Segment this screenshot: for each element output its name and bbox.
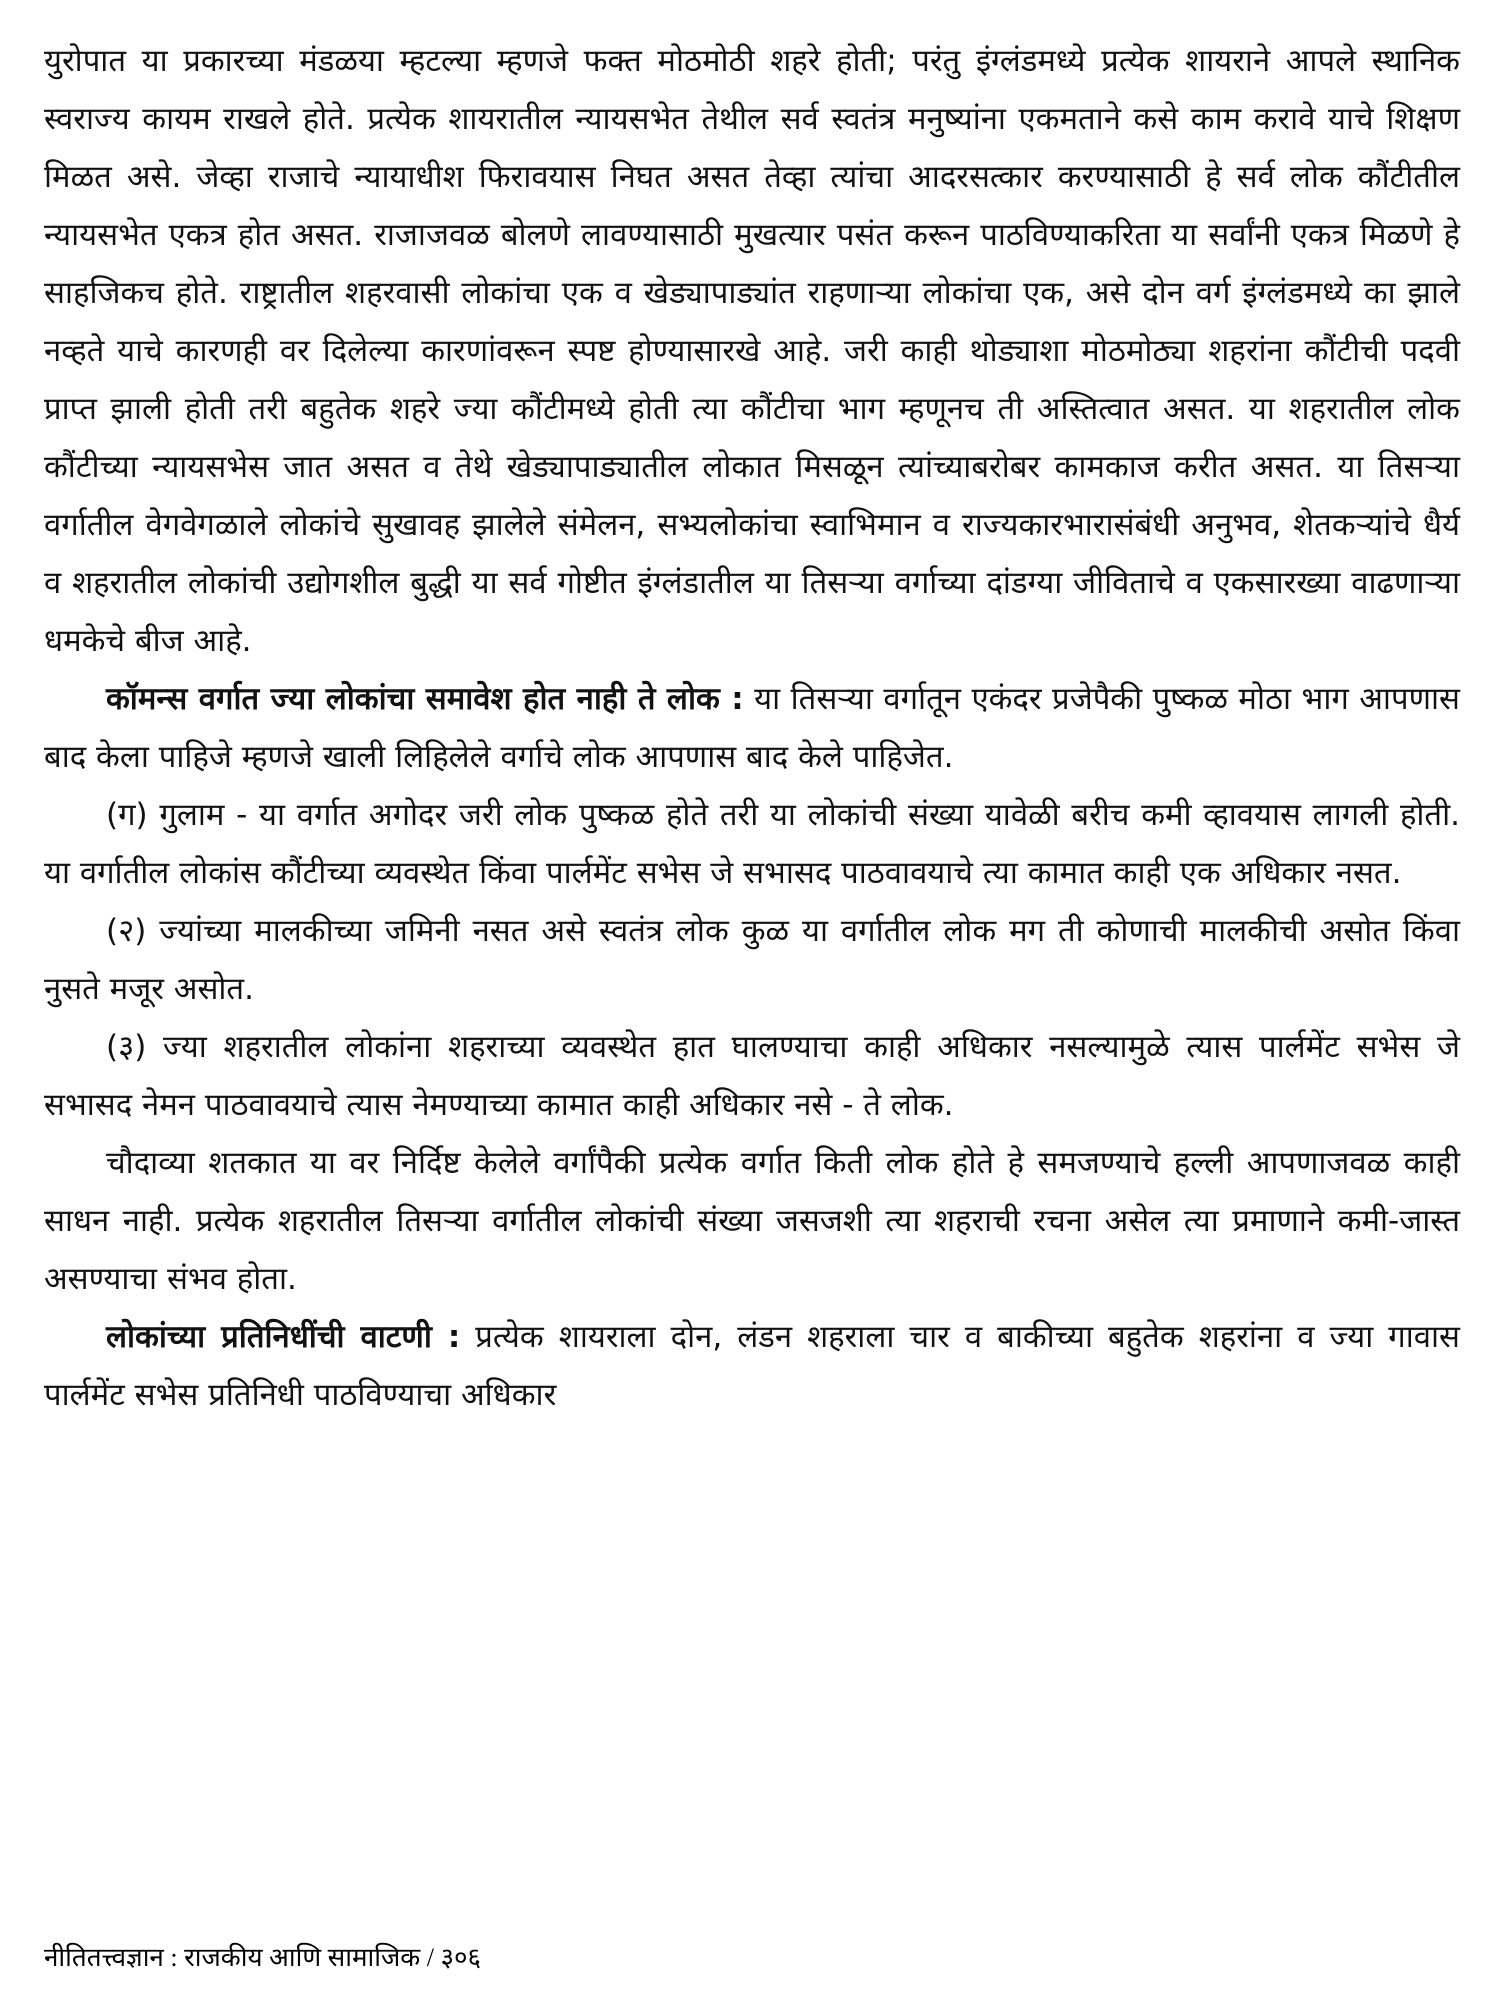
page-footer	[44, 1938, 481, 1978]
section-heading-commons: कॉमन्स वर्गात ज्या लोकांचा समावेश होत नाही ते लोक :	[106, 681, 744, 717]
paragraph-representatives-text: प्रत्येक शायराला दोन, लंडन शहराला चार व बाकीच्या बहुतेक शहरांना व ज्या गावास पार्लमेंट सभेस प्रतिनिधी पाठविण्याचा अधिकार	[44, 1319, 1460, 1413]
list-item-townsfolk: (३) ज्या शहरातील लोकांना शहराच्या व्यवस्थेत हात घालण्याचा काही अधिकार नसल्यामुळे त्यास पार्लमेंट सभेस जे सभासद नेमन पाठवावयाचे त्यास नेमण्याच्या कामात काही अधिकार नसे - ते लोक.	[44, 1029, 1460, 1123]
list-item-slaves: (ग) गुलाम - या वर्गात अगोदर जरी लोक पुष्कळ होते तरी या लोकांची संख्या यावेळी बरीच कमी व्हावयास लागली होती. या वर्गातील लोकांस कौंटीच्या व्यवस्थेत किंवा पार्लमेंट सभेस जे सभासद पाठवावयाचे त्या कामात काही एक अधिकार नसत.	[44, 797, 1460, 891]
paragraph-europe-shires: युरोपात या प्रकारच्या मंडळया म्हटल्या म्हणजे फक्त मोठमोठी शहरे होती; परंतु इंग्लंडमध्ये प्रत्येक शायराने आपले स्थानिक स्वराज्य कायम राखले होते. प्रत्येक शायरातील न्यायसभेत तेथील सर्व स्वतंत्र मनुष्यांना एकमताने कसे काम करावे याचे शिक्षण मिळत असे. जेव्हा राजाचे न्यायाधीश फिरावयास निघत असत तेव्हा त्यांचा आदरसत्कार करण्यासाठी हे सर्व लोक कौंटीतील न्यायसभेत एकत्र होत असत. राजाजवळ बोलणे लावण्यासाठी मुखत्यार पसंत करून पाठविण्याकरिता या सर्वांनी एकत्र मिळणे हे साहजिकच होते. राष्ट्रातील शहरवासी लोकांचा एक व खेड्यापाड्यांत राहणाऱ्या लोकांचा एक, असे दोन वर्ग इंग्लंडमध्ये का झाले नव्हते याचे कारणही वर दिलेल्या कारणांवरून स्पष्ट होण्यासारखे आहे. जरी काही थोड्याशा मोठमोठ्या शहरांना कौंटीची पदवी प्राप्त झाली होती तरी बहुतेक शहरे ज्या कौंटीमध्ये होती त्या कौंटीचा भाग म्हणूनच ती अस्तित्वात असत. या शहरातील लोक कौंटीच्या न्यायसभेस जात असत व तेथे खेड्यापाड्यातील लोकात मिसळून त्यांच्याबरोबर कामकाज करीत असत. या तिसऱ्या वर्गातील वेगवेगळाले लोकांचे सुखावह झालेले संमेलन, सभ्यलोकांचा स्वाभिमान व राज्यकारभारासंबंधी अनुभव, शेतकऱ्यांचे धैर्य व शहरातील लोकांची उद्योगशील बुद्धी या सर्व गोष्टीत इंग्लंडातील या तिसऱ्या वर्गाच्या दांडग्या जीविताचे व एकसारख्या वाढणाऱ्या धमकेचे बीज आहे.	[44, 43, 1460, 659]
section-heading-representatives: लोकांच्या प्रतिनिधींची वाटणी :	[106, 1319, 461, 1355]
footer-page-number: ३०६	[440, 1943, 482, 1972]
paragraph-commons-text: या तिसऱ्या वर्गातून एकंदर प्रजेपैकी पुष्कळ मोठा भाग आपणास बाद केला पाहिजे म्हणजे खाली लिहिलेले वर्गाचे लोक आपणास बाद केले पाहिजेत.	[44, 681, 1460, 775]
paragraph-fourteenth-century: चौदाव्या शतकात या वर निर्दिष्ट केलेले वर्गांपैकी प्रत्येक वर्गात किती लोक होते हे समजण्याचे हल्ली आपणाजवळ काही साधन नाही. प्रत्येक शहरातील तिसऱ्या वर्गातील लोकांची संख्या जसजशी त्या शहराची रचना असेल त्या प्रमाणाने कमी-जास्त असण्याचा संभव होता.	[44, 1145, 1460, 1297]
footer-book-title: नीतितत्त्वज्ञान : राजकीय आणि सामाजिक /	[44, 1943, 434, 1972]
paragraph-representatives	[44, 1308, 1460, 1424]
list-item-landless: (२) ज्यांच्या मालकीच्या जमिनी नसत असे स्वतंत्र लोक कुळ या वर्गातील लोक मग ती कोणाची मालकीची असोत किंवा नुसते मजूर असोत.	[44, 913, 1460, 1007]
paragraph-commons-exclusion	[44, 670, 1460, 786]
